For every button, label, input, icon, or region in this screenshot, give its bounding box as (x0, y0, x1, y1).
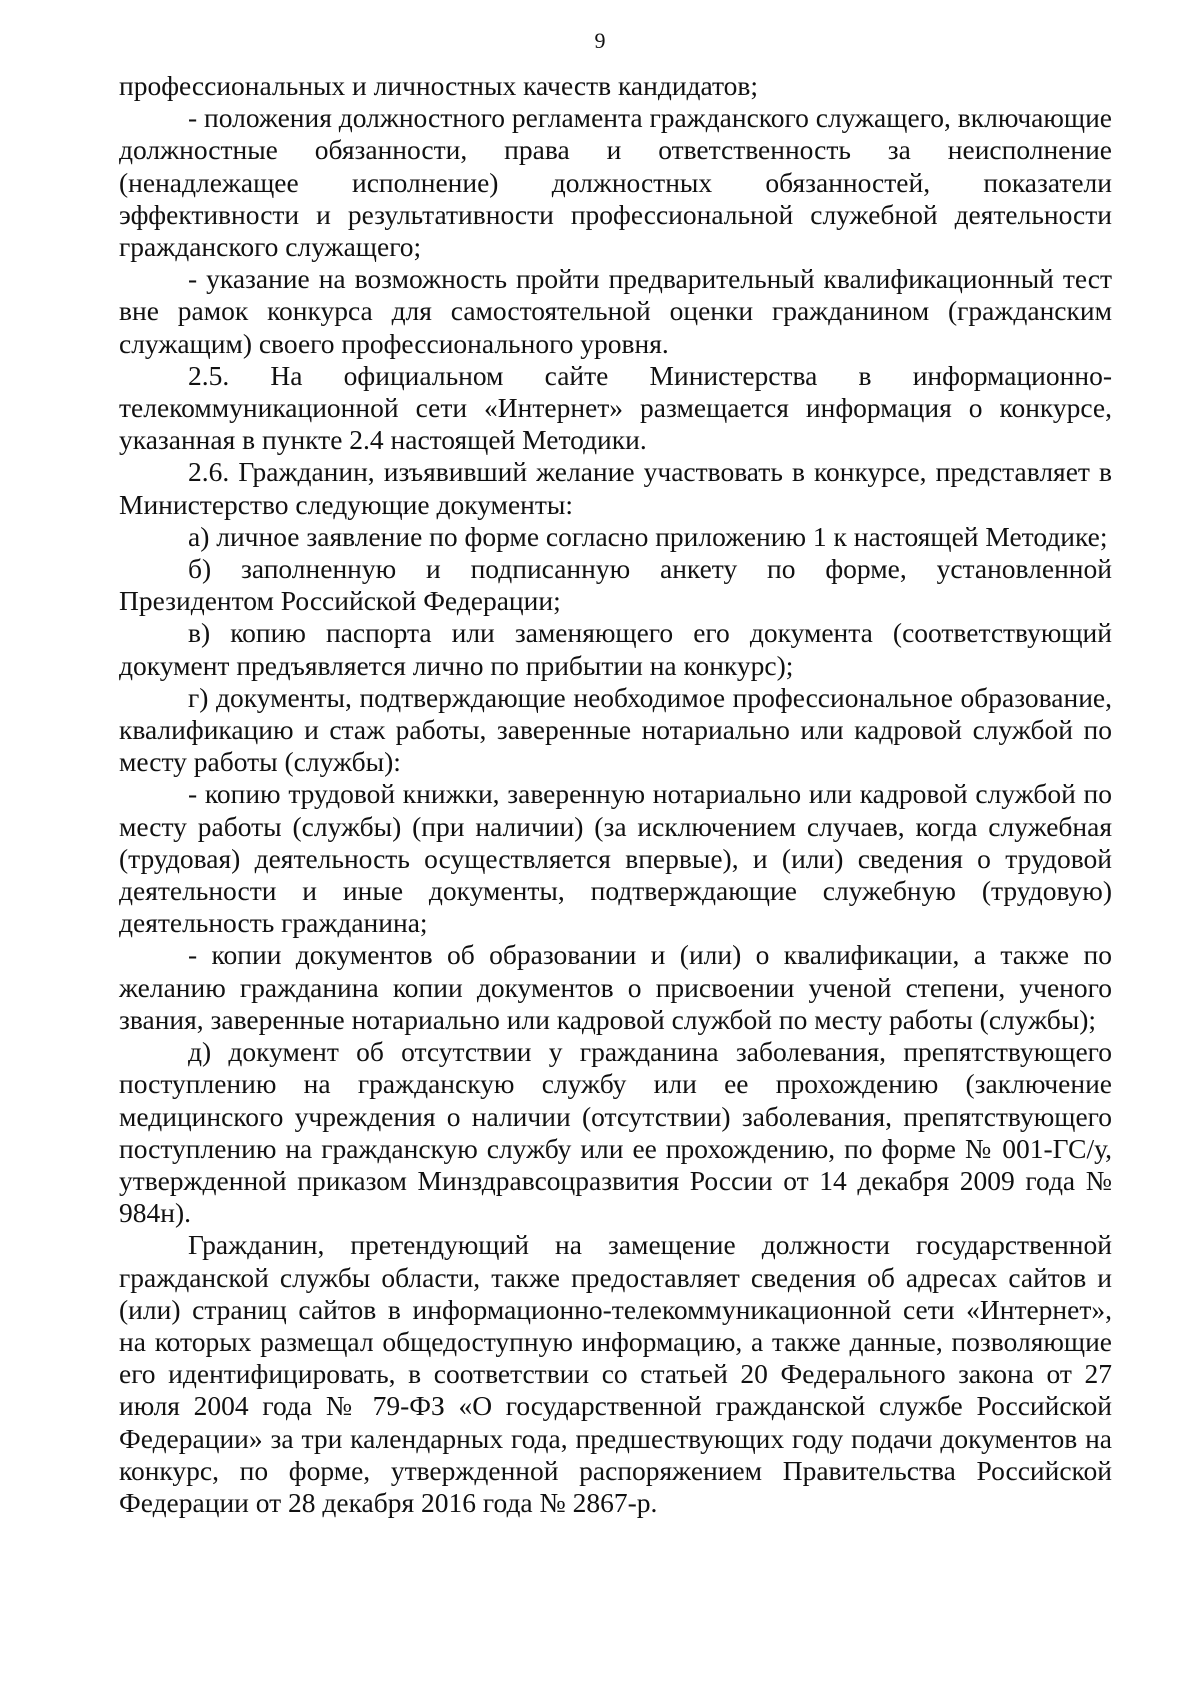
paragraph-item-d: д) документ об отсутствии у гражданина заболевания, препятствующего поступлению на гражданскую службу или ее прохождению (заключение медицинского учреждения о наличии (отсутствии) заболевания, препятствующего поступлению на гражданскую службу или ее прохождению, по форме № 001-ГС/у, утвержденной приказом Минздравсоцразвития России от 14 декабря 2009 года № 984н). (119, 1036, 1112, 1229)
document-body (119, 70, 1112, 1519)
paragraph-work-book-copy: - копию трудовой книжки, заверенную нотариально или кадровой службой по месту работы (службы) (при наличии) (за исключением случаев, когда служебная (трудовая) деятельность осуществляется впервые), и (или) сведения о трудовой деятельности и иные документы, подтверждающие служебную (трудовую) деятельность гражданина; (119, 778, 1112, 939)
paragraph-regulation-provisions: - положения должностного регламента гражданского служащего, включающие должностные обязанности, права и ответственность за неисполнение (ненадлежащее исполнение) должностных обязанностей, показатели эффективности и результативности профессиональной служебной деятельности гражданского служащего; (119, 102, 1112, 263)
paragraph-item-a: а) личное заявление по форме согласно приложению 1 к настоящей Методике; (188, 520, 1108, 552)
paragraph-education-documents: - копии документов об образовании и (или) о квалификации, а также по желанию гражданина копии документов о присвоении ученой степени, ученого звания, заверенные нотариально или кадровой службой по месту работы (службы); (119, 939, 1112, 1035)
paragraph-item-b: б) заполненную и подписанную анкету по форме, установленной Президентом Российской Федерации; (119, 553, 1112, 617)
paragraph-item-g: г) документы, подтверждающие необходимое профессиональное образование, квалификацию и стаж работы, заверенные нотариально или кадровой службой по месту работы (службы): (119, 681, 1112, 778)
paragraph-2-5: 2.5. На официальном сайте Министерства в информационно-телекоммуникационной сети «Интернет» размещается информация о конкурсе, указанная в пункте 2.4 настоящей Методики. (119, 359, 1112, 456)
paragraph-internet-info: Гражданин, претендующий на замещение должности государственной гражданской службы области, также предоставляет сведения об адресах сайтов и (или) страниц сайтов в информационно-телекоммуникационной сети «Интернет», на которых размещал общедоступную информацию, а также данные, позволяющие его идентифицировать, в соответствии со статьей 20 Федерального закона от 27 июля 2004 года № 79-ФЗ «О государственной гражданской службе Российской Федерации» за три календарных года, предшествующих году подачи документов на конкурс, по форме, утвержденной распоряжением Правительства Российской Федерации от 28 декабря 2016 года № 2867-р. (119, 1229, 1112, 1518)
page-number: 9 (594, 28, 606, 53)
paragraph-2-6: 2.6. Гражданин, изъявивший желание участвовать в конкурсе, представляет в Министерство следующие документы: (119, 456, 1112, 520)
paragraph-item-v: в) копию паспорта или заменяющего его документа (соответствующий документ предъявляется лично по прибытии на конкурс); (119, 617, 1112, 681)
paragraph-qualification-test: - указание на возможность пройти предварительный квалификационный тест вне рамок конкурса для самостоятельной оценки гражданином (гражданским служащим) своего профессионального уровня. (119, 263, 1112, 359)
paragraph-continuation: профессиональных и личностных качеств кандидатов; (119, 70, 759, 101)
